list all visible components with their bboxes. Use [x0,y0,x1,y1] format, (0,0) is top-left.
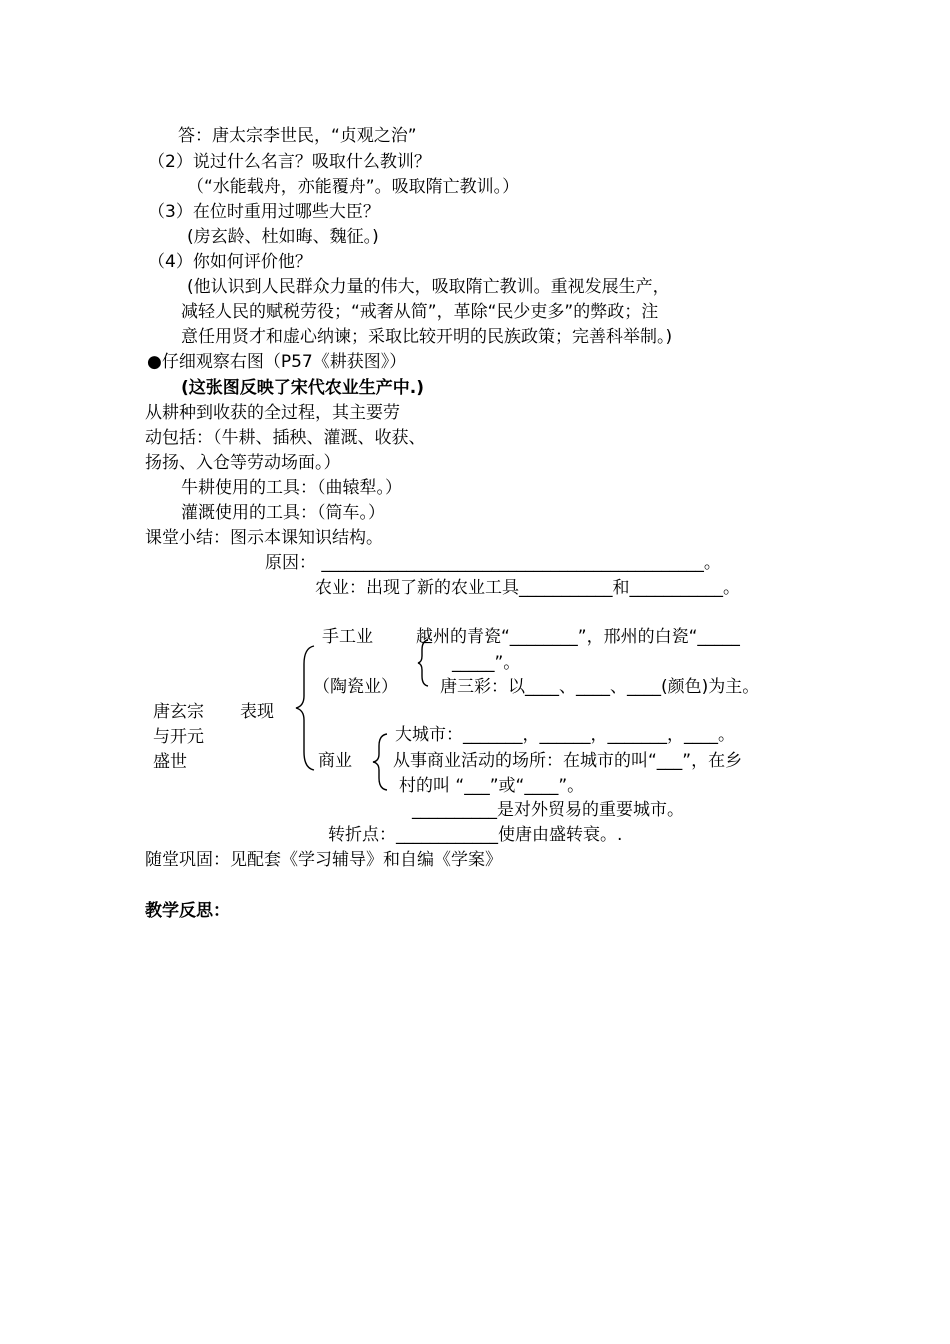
commerce-brace [371,732,393,792]
topic-line-2: 与开元 [153,727,204,747]
observe-line-2: 从耕种到收获的全过程，其主要劳 [145,403,400,423]
big-city-line: 大城市：_______，______，_______，____。 [395,725,735,745]
yuezhou-line-1: 越州的青瓷“________”，邢州的白瓷“_____ [416,627,740,647]
answer-2: （“水能载舟，亦能覆舟”。吸取隋亡教训。） [187,177,520,197]
question-2: （2）说过什么名言？吸取什么教训？ [148,152,431,172]
reflection-heading: 教学反思： [145,901,230,921]
answer-4-line-2: 减轻人民的赋税劳役；“戒奢从简”，革除“民少吏多”的弊政；注 [181,302,659,322]
question-3: （3）在位时重用过哪些大臣？ [148,202,380,222]
question-4: （4）你如何评价他？ [148,252,312,272]
manifest-label: 表现 [240,702,274,722]
irrigation-tool: 灌溉使用的工具：（筒车。） [181,503,385,523]
reason-line: 原因： _____________________________________________。 [265,553,721,573]
topic-line-3: 盛世 [153,752,187,772]
answer-3: (房玄龄、杜如晦、魏征。) [187,227,379,247]
agriculture-line: 农业：出现了新的农业工具___________和___________。 [315,578,740,598]
yuezhou-line-2: _____”。 [452,653,521,673]
summary-heading: 课堂小结：图示本课知识结构。 [145,528,383,548]
turning-point-line: 转折点：____________使唐由盛转衰。. [328,825,623,845]
answer-4-line-3: 意任用贤才和虚心纳谏；采取比较开明的民族政策；完善科举制。) [181,327,673,347]
venue-line-2: 村的叫 “___”或“____”。 [399,776,585,796]
plough-tool: 牛耕使用的工具：（曲辕犁。） [181,478,402,498]
ceramics-brace [416,638,436,688]
trade-city-line: __________是对外贸易的重要城市。 [412,800,684,820]
answer-1: 答：唐太宗李世民，“贞观之治” [178,126,417,146]
topic-line-1: 唐玄宗 [153,702,204,722]
commerce-label: 商业 [318,751,352,771]
ceramics-label: （陶瓷业） [313,677,398,697]
handicraft-label: 手工业 [322,627,373,647]
answer-4-line-1: (他认识到人民群众力量的伟大，吸取隋亡教训。重视发展生产， [187,277,670,297]
observe-line-1: (这张图反映了宋代农业生产中.) [181,378,424,398]
observe-line-3: 动包括：（牛耕、插秧、灌溉、收获、 [145,428,426,448]
consolidate-line: 随堂巩固：见配套《学习辅导》和自编《学案》 [145,850,502,870]
tangsancai-line: 唐三彩：以____、____、____(颜色)为主。 [440,677,760,697]
venue-line-1: 从事商业活动的场所：在城市的叫“___”，在乡 [393,751,743,771]
manifest-brace [292,642,318,772]
observe-line-4: 扬扬、入仓等劳动场面。） [145,453,341,473]
observe-title: ●仔细观察右图（P57《耕获图》） [147,352,407,372]
